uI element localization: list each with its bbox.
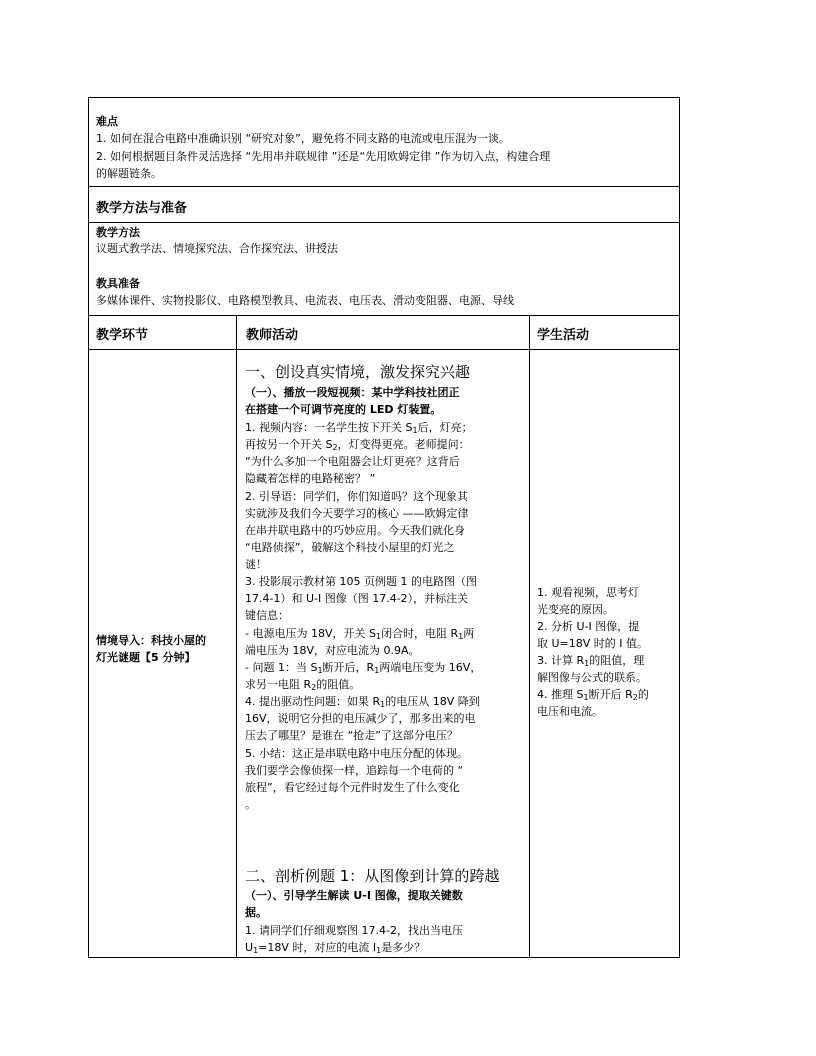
teacher-section-2-title: 二、剖析例题 1：从图像到计算的跨越: [245, 867, 500, 885]
teacher-line: 3. 投影展示教材第 105 页例题 1 的电路图（图: [245, 575, 477, 588]
teacher-line: 求另一电阻 $R_2$的阻值。: [245, 678, 361, 692]
teacher-line: 4. 提出驱动性问题：如果 $R_1$的电压从 18V 降到: [245, 695, 480, 709]
teacher-line: 5. 小结：这正是串联电路中电压分配的体现。: [245, 747, 468, 760]
teacher-line: 我们要学会像侦探一样，追踪每一个电荷的 “: [245, 764, 464, 777]
teacher-subhead-1a: （一）、播放一段短视频：某中学科技社团正: [245, 386, 460, 399]
difficulty-line-2: 2. 如何根据题目条件灵活选择 “先用串并联规律 ”还是“先用欧姆定律 ”作为切入点，构建合理: [96, 150, 551, 163]
teacher-line: 。: [245, 798, 256, 811]
teacher-line: - 电源电压为 18V，开关 $S_1$闭合时，电阻 $R_1$两: [245, 627, 475, 641]
row-divider: [88, 349, 680, 350]
teacher-line: 17.4-1）和 U-I 图像（图 17.4-2），并标注关: [245, 592, 469, 605]
stage-line-2: 灯光谜题【5 分钟】: [96, 651, 196, 664]
column-divider: [529, 315, 530, 958]
teacher-subhead-2b: 据。: [245, 906, 267, 919]
student-line: 1. 观看视频，思考灯: [537, 586, 639, 599]
teacher-line: 旅程”，看它经过每个元件时发生了什么变化: [245, 781, 460, 794]
teacher-line: 2. 引导语：同学们，你们知道吗？这个现象其: [245, 490, 468, 503]
teacher-line: 1. 请同学们仔细观察图 17.4-2，找出当电压: [245, 924, 463, 937]
teacher-line: 16V，说明它分担的电压减少了，那多出来的电: [245, 712, 476, 725]
student-line: 取 U=18V 时的 I 值。: [537, 637, 649, 650]
teacher-line: $U_1=18V$ 时，对应的电流 $I_1$是多少？: [245, 941, 426, 955]
teacher-line: - 问题 1：当 $S_1$断开后，$R_1$两端电压变为 16V，: [245, 661, 482, 675]
header-teacher: 教师活动: [246, 328, 299, 343]
section-title: 教学方法与准备: [96, 201, 188, 216]
teacher-line: 实就涉及我们今天要学习的核心 ——欧姆定律: [245, 507, 469, 520]
row-divider: [88, 186, 680, 187]
stage-line-1: 情境导入：科技小屋的: [96, 634, 206, 647]
tools-title: 教具准备: [96, 277, 140, 290]
method-text: 议题式教学法、情境探究法、合作探究法、讲授法: [96, 242, 338, 255]
teacher-line: 1. 视频内容：一名学生按下开关 $S_1$后，灯亮；: [245, 421, 473, 435]
teacher-line: “电路侦探”，破解这个科技小屋里的灯光之: [245, 541, 455, 554]
tools-text: 多媒体课件、实物投影仪、电路模型教具、电流表、电压表、滑动变阻器、电源、导线: [96, 294, 514, 307]
difficulty-title: 难点: [96, 115, 118, 128]
teacher-section-1-title: 一、创设真实情境，激发探究兴趣: [245, 363, 471, 381]
teacher-line: 端电压为 18V，对应电流为 0.9A。: [245, 644, 420, 657]
teacher-line: 再按另一个开关 $S_2$，灯变得更亮。老师提问：: [245, 438, 470, 452]
difficulty-line-3: 的解题链条。: [96, 167, 162, 180]
difficulty-line-1: 1. 如何在混合电路中准确识别 “研究对象”，避免将不同支路的电流或电压混为一谈。: [96, 132, 510, 145]
method-title: 教学方法: [96, 226, 140, 239]
teacher-line: 谜！: [245, 558, 267, 571]
teacher-subhead-2a: （一）、引导学生解读 U-I 图像，提取关键数: [245, 889, 463, 902]
row-divider: [88, 315, 680, 316]
teacher-line: 在串并联电路中的巧妙应用。今天我们就化身: [245, 524, 465, 537]
student-line: 3. 计算 $R_1$的阻值，理: [537, 654, 645, 668]
teacher-line: “为什么多加一个电阻器会让灯更亮？这背后: [245, 455, 460, 468]
teacher-line: 键信息：: [245, 609, 289, 622]
row-divider: [88, 222, 680, 223]
teacher-line: 压去了哪里？是谁在 “抢走”了这部分电压？: [245, 729, 458, 742]
header-student: 学生活动: [537, 328, 590, 343]
student-line: 电压和电流。: [537, 705, 603, 718]
student-line: 2. 分析 U-I 图像，提: [537, 620, 640, 633]
student-line: 4. 推理 $S_1$断开后 $R_2$的: [537, 688, 649, 702]
teacher-line: 隐藏着怎样的电路秘密？ ”: [245, 472, 376, 485]
header-stage: 教学环节: [96, 328, 149, 343]
student-line: 解图像与公式的联系。: [537, 671, 647, 684]
teacher-subhead-1b: 在搭建一个可调节亮度的 LED 灯装置。: [245, 403, 442, 416]
student-line: 光变亮的原因。: [537, 603, 614, 616]
column-divider: [236, 315, 237, 958]
